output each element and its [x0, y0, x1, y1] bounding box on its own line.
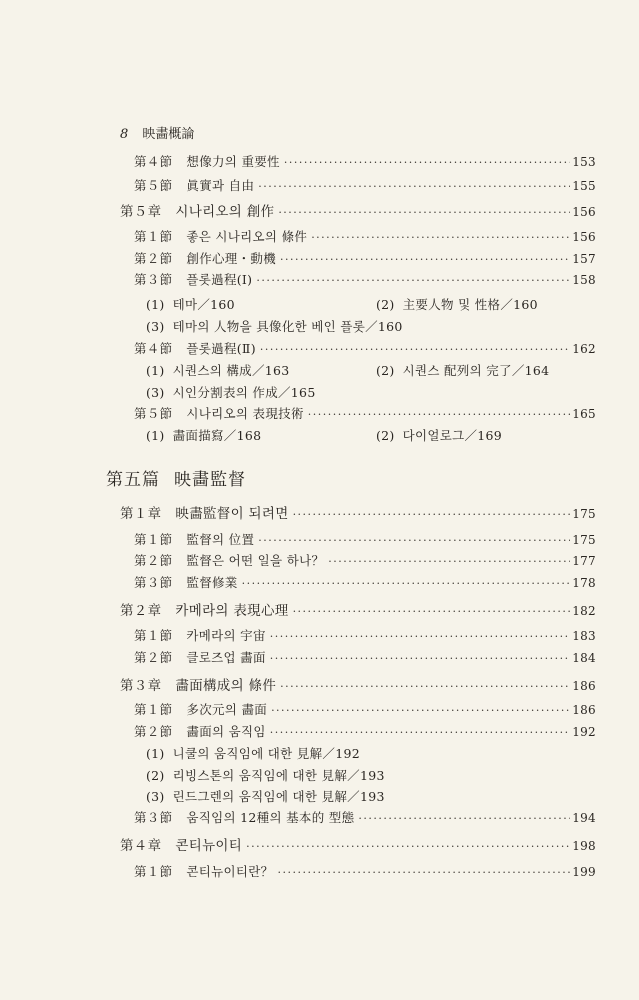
toc-chapter	[120, 200, 596, 220]
toc-entry	[134, 648, 596, 666]
subitem-text: 시퀀스의 構成／163	[172, 363, 290, 378]
toc-subitem	[146, 383, 316, 401]
toc-entry-label: 第１節	[134, 229, 173, 244]
toc-entry-title: 좋은 시나리오의 條件	[186, 229, 308, 244]
toc-entry-title: 플롯過程(Ⅱ)	[186, 341, 256, 356]
toc-entry-page: 198	[572, 839, 596, 853]
subitem-text: 畵面描寫／168	[172, 428, 262, 443]
toc-subitem	[376, 295, 538, 313]
toc-entry-page: 153	[572, 155, 596, 169]
subitem-number: (1)	[146, 363, 165, 378]
toc-entry-page: 158	[572, 273, 596, 287]
leader-dots	[258, 180, 570, 193]
toc-entry-label: 第３節	[134, 575, 173, 590]
toc-subitem	[146, 744, 360, 762]
toc-entry-label: 第４節	[134, 341, 173, 356]
toc-entry-title: 監督은 어떤 일을 하나？	[186, 553, 325, 568]
toc-entry-label: 第２節	[134, 553, 173, 568]
subitem-text: 시퀀스 配列의 完了／164	[402, 363, 550, 378]
toc-entry	[134, 176, 596, 194]
toc-entry-page: 156	[572, 230, 596, 244]
toc-part-title: 映畵監督	[174, 470, 246, 490]
leader-dots	[308, 408, 570, 421]
leader-dots	[277, 866, 570, 879]
toc-entry-label: 第３節	[134, 810, 173, 825]
toc-entry-page: 156	[572, 205, 596, 219]
leader-dots	[358, 812, 570, 825]
toc-subitem	[146, 317, 403, 335]
toc-entry	[134, 626, 596, 644]
subitem-number: (3)	[146, 319, 165, 334]
toc-entry-page: 162	[572, 342, 596, 356]
toc-subitem	[146, 766, 385, 784]
toc-entry	[134, 530, 596, 548]
leader-dots	[271, 704, 570, 717]
toc-subitem	[146, 787, 385, 805]
toc-entry-title: 콘티뉴이티란？	[186, 864, 274, 879]
subitem-number: (2)	[376, 428, 395, 443]
subitem-number: (1)	[146, 428, 165, 443]
toc-entry-page: 186	[572, 679, 596, 693]
toc-subitem	[146, 426, 261, 444]
toc-subitem	[146, 295, 235, 313]
toc-entry	[134, 700, 596, 718]
toc-entry-title: 카메라의 表現心理	[175, 603, 289, 619]
toc-entry	[134, 862, 596, 880]
toc-entry-page: 178	[572, 576, 596, 590]
toc-entry-page: 155	[572, 179, 596, 193]
toc-entry-label: 第３節	[134, 272, 173, 287]
toc-entry-page: 194	[572, 811, 596, 825]
leader-dots	[260, 343, 570, 356]
toc-entry-title: 監督의 位置	[186, 532, 255, 547]
leader-dots	[284, 156, 570, 169]
subitem-number: (1)	[146, 746, 165, 761]
leader-dots	[293, 508, 571, 521]
leader-dots	[280, 253, 570, 266]
toc-entry-label: 第１節	[134, 532, 173, 547]
toc-entry-label: 第４節	[134, 154, 173, 169]
toc-entry-title: 움직임의 12種의 基本的 型態	[186, 810, 355, 825]
toc-entry-title: 創作心理・動機	[186, 251, 277, 266]
toc-entry-page: 184	[572, 651, 596, 665]
toc-entry-page: 192	[572, 725, 596, 739]
subitem-number: (2)	[376, 297, 395, 312]
subitem-text: 테마의 人物을 具像化한 베인 플롯／160	[172, 319, 403, 334]
toc-entry-page: 175	[572, 507, 596, 521]
toc-entry-title: 眞實과 自由	[186, 178, 255, 193]
toc-subitem	[376, 361, 549, 379]
toc-entry-label: 第５節	[134, 406, 173, 421]
subitem-text: 다이얼로그／169	[402, 428, 503, 443]
toc-entry-title: 시나리오의 創作	[175, 204, 275, 220]
subitem-number: (3)	[146, 385, 165, 400]
leader-dots	[270, 652, 570, 665]
leader-dots	[256, 274, 570, 287]
toc-entry-page: 186	[572, 703, 596, 717]
subitem-text: 린드그렌의 움직임에 대한 見解／193	[172, 789, 385, 804]
toc-entry-label: 第２節	[134, 724, 173, 739]
leader-dots	[328, 555, 570, 568]
toc-part-label: 第五篇	[106, 470, 160, 490]
toc-entry	[134, 270, 596, 288]
toc-entry-page: 183	[572, 629, 596, 643]
toc-part-heading	[106, 465, 596, 490]
toc-entry-label: 第５節	[134, 178, 173, 193]
toc-entry-title: 플롯過程(Ⅰ)	[186, 272, 253, 287]
toc-entry-label: 第１節	[134, 864, 173, 879]
toc-entry-page: 165	[572, 407, 596, 421]
toc-chapter	[120, 674, 596, 694]
leader-dots	[311, 231, 570, 244]
toc-entry-title: 콘티뉴이티	[175, 838, 243, 854]
leader-dots	[278, 206, 570, 219]
toc-entry-label: 第４章	[120, 838, 162, 854]
toc-entry	[134, 227, 596, 245]
subitem-text: 리빙스톤의 움직임에 대한 見解／193	[172, 768, 385, 783]
leader-dots	[246, 840, 570, 853]
toc-entry	[134, 249, 596, 267]
leader-dots	[258, 534, 570, 547]
toc-entry	[134, 339, 596, 357]
toc-entry	[134, 152, 596, 170]
toc-entry-title: 카메라의 宇宙	[186, 628, 266, 643]
toc-entry-label: 第１章	[120, 506, 162, 522]
toc-entry-page: 177	[572, 554, 596, 568]
toc-entry-label: 第２章	[120, 603, 162, 619]
toc-entry-label: 第２節	[134, 650, 173, 665]
leader-dots	[280, 680, 570, 693]
toc-entry-label: 第１節	[134, 628, 173, 643]
toc-entry-title: 映畵監督이 되려면	[175, 506, 289, 522]
toc-entry	[134, 722, 596, 740]
toc-entry	[134, 573, 596, 591]
subitem-number: (1)	[146, 297, 165, 312]
toc-entry-title: 클로즈업 畵面	[186, 650, 266, 665]
subitem-text: 시인分割表의 作成／165	[172, 385, 316, 400]
toc-subitem	[376, 426, 502, 444]
toc-entry-title: 畵面의 움직임	[186, 724, 266, 739]
toc-entry-page: 157	[572, 252, 596, 266]
toc-entry-page: 199	[572, 865, 596, 879]
toc-entry-label: 第５章	[120, 204, 162, 220]
toc-entry-page: 182	[572, 604, 596, 618]
toc-entry-title: 想像力의 重要性	[186, 154, 280, 169]
toc-entry-title: 시나리오의 表現技術	[186, 406, 304, 421]
subitem-number: (2)	[376, 363, 395, 378]
subitem-text: 主要人物 및 性格／160	[402, 297, 538, 312]
leader-dots	[242, 577, 571, 590]
leader-dots	[270, 726, 570, 739]
toc-entry-label: 第２節	[134, 251, 173, 266]
subitem-number: (2)	[146, 768, 165, 783]
toc-chapter	[120, 599, 596, 619]
toc-entry	[134, 808, 596, 826]
toc-entry-title: 多次元의 畵面	[186, 702, 268, 717]
toc-entry-title: 畵面構成의 條件	[175, 678, 277, 694]
toc-chapter	[120, 502, 596, 522]
subitem-text: 테마／160	[172, 297, 235, 312]
leader-dots	[270, 630, 570, 643]
header-page-number: 8	[120, 127, 129, 142]
subitem-number: (3)	[146, 789, 165, 804]
toc-chapter	[120, 834, 596, 854]
toc-entry-label: 第３章	[120, 678, 162, 694]
subitem-text: 니쿨의 움직임에 대한 見解／192	[172, 746, 360, 761]
toc-entry	[134, 551, 596, 569]
leader-dots	[293, 605, 571, 618]
toc-entry-page: 175	[572, 533, 596, 547]
toc-subitem	[146, 361, 290, 379]
toc-entry-title: 監督修業	[186, 575, 238, 590]
toc-entry-label: 第１節	[134, 702, 173, 717]
header-book-title: 映畵概論	[142, 127, 195, 142]
toc-entry	[134, 404, 596, 422]
